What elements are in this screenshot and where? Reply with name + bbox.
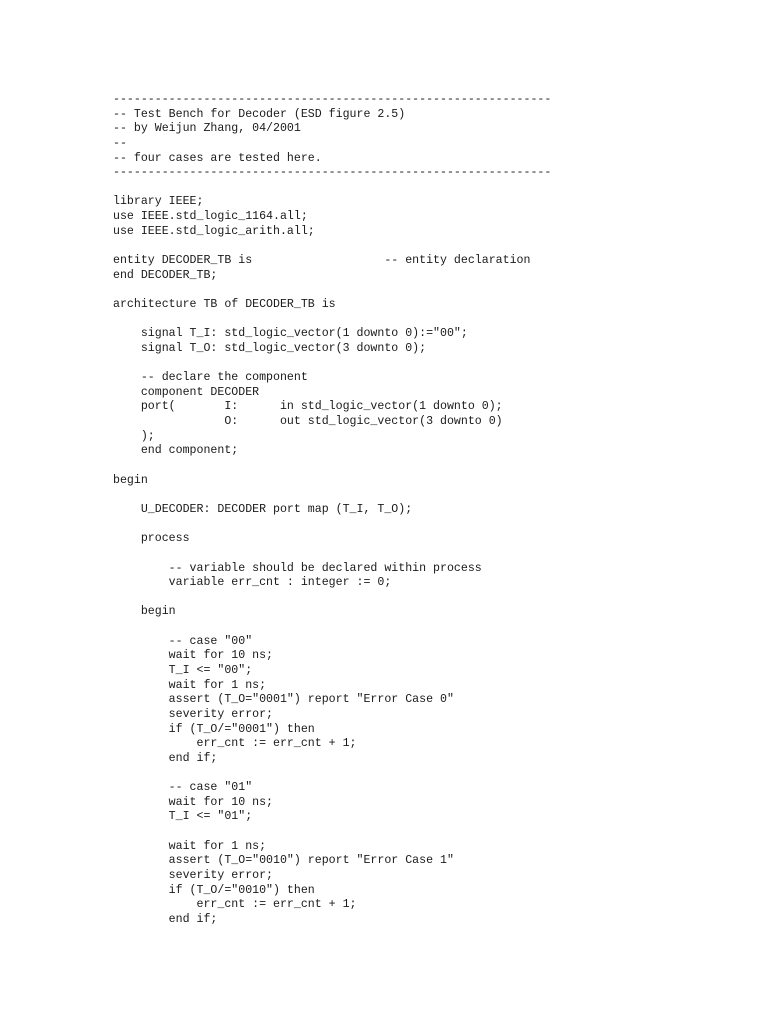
code-line: port( I: in std_logic_vector(1 downto 0); xyxy=(113,400,503,414)
code-line: --------------------------------------------------------------- xyxy=(113,166,552,180)
code-line: -- declare the component xyxy=(113,371,308,385)
code-line xyxy=(113,766,551,781)
code-line: err_cnt := err_cnt + 1; xyxy=(113,737,357,751)
code-line: O: out std_logic_vector(3 downto 0) xyxy=(113,415,503,429)
code-line: begin xyxy=(113,473,148,487)
code-line: if (T_O/="0001") then xyxy=(113,722,315,736)
code-line: variable err_cnt : integer := 0; xyxy=(113,576,392,590)
code-line xyxy=(113,459,551,474)
code-line: end if; xyxy=(113,751,218,765)
code-line xyxy=(113,518,551,533)
code-line: begin xyxy=(113,605,176,619)
code-line xyxy=(113,547,551,562)
code-line xyxy=(113,825,551,840)
code-line: severity error; xyxy=(113,707,274,721)
code-line: assert (T_O="0010") report "Error Case 1" xyxy=(113,854,454,868)
code-line: end if; xyxy=(113,912,218,926)
code-line: wait for 1 ns; xyxy=(113,678,267,692)
code-line: U_DECODER: DECODER port map (T_I, T_O); xyxy=(113,502,413,516)
code-line: process xyxy=(113,532,190,546)
code-line xyxy=(113,239,551,254)
code-line: -- case "00" xyxy=(113,634,253,648)
code-line xyxy=(113,313,551,328)
code-line: signal T_O: std_logic_vector(3 downto 0); xyxy=(113,341,427,355)
code-line: -- Test Bench for Decoder (ESD figure 2.5) xyxy=(113,107,406,121)
code-listing xyxy=(113,93,551,928)
code-line: entity DECODER_TB is -- entity declaration xyxy=(113,254,531,268)
code-line: use IEEE.std_logic_arith.all; xyxy=(113,224,315,238)
code-line: T_I <= "01"; xyxy=(113,810,253,824)
code-line xyxy=(113,357,551,372)
code-line xyxy=(113,488,551,503)
code-line: architecture TB of DECODER_TB is xyxy=(113,297,336,311)
code-line: -- case "01" xyxy=(113,781,253,795)
code-line: -- four cases are tested here. xyxy=(113,151,322,165)
code-line xyxy=(113,181,551,196)
code-line: assert (T_O="0001") report "Error Case 0" xyxy=(113,693,454,707)
code-line: severity error; xyxy=(113,868,274,882)
code-line: signal T_I: std_logic_vector(1 downto 0):="00"; xyxy=(113,327,468,341)
code-line: err_cnt := err_cnt + 1; xyxy=(113,898,357,912)
code-line: component DECODER xyxy=(113,385,260,399)
code-line xyxy=(113,283,551,298)
code-line: -- variable should be declared within process xyxy=(113,561,482,575)
code-line: --------------------------------------------------------------- xyxy=(113,93,552,106)
code-line xyxy=(113,620,551,635)
code-line: -- xyxy=(113,136,127,150)
code-line: wait for 10 ns; xyxy=(113,649,274,663)
code-line: ); xyxy=(113,429,155,443)
code-line: wait for 1 ns; xyxy=(113,839,267,853)
code-line: -- by Weijun Zhang, 04/2001 xyxy=(113,122,301,136)
code-line: use IEEE.std_logic_1164.all; xyxy=(113,210,308,224)
code-line: library IEEE; xyxy=(113,195,204,209)
code-line: end DECODER_TB; xyxy=(113,268,218,282)
code-line: T_I <= "00"; xyxy=(113,663,253,677)
code-line xyxy=(113,591,551,606)
code-line: if (T_O/="0010") then xyxy=(113,883,315,897)
code-line: wait for 10 ns; xyxy=(113,795,274,809)
code-line: end component; xyxy=(113,444,239,458)
